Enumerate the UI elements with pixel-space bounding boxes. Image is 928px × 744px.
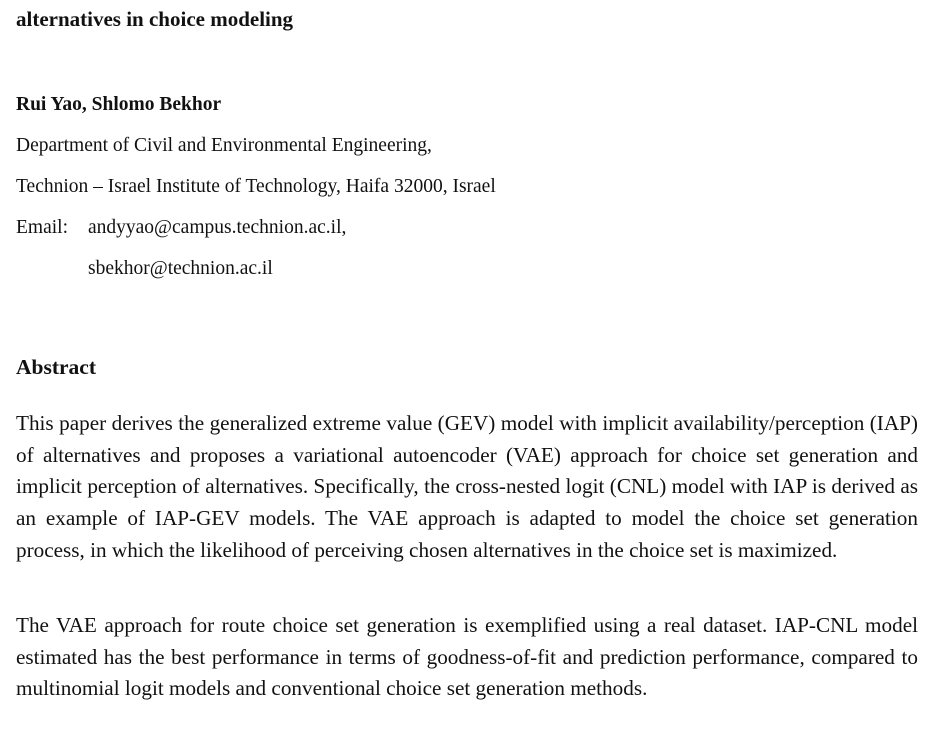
paper-title: alternatives in choice modeling bbox=[16, 7, 294, 31]
abstract-paragraph-2: The VAE approach for route choice set generation is exemplified using a real dataset. IAP-CNL model estimated has the best performance in terms of goodness-of-fit and prediction performance, compared to multinomial logit models and conventional choice set generation methods. bbox=[16, 613, 918, 701]
affiliation-institution: Technion – Israel Institute of Technology, Haifa 32000, Israel bbox=[16, 176, 496, 197]
email-row bbox=[16, 215, 346, 241]
abstract-paragraph-1: This paper derives the generalized extreme value (GEV) model with implicit availability/perception (IAP) of alternatives and proposes a variational autoencoder (VAE) approach for choice set generation and implicit perception of alternatives. Specifically, the cross-nested logit (CNL) model with IAP is derived as an example of IAP-GEV models. The VAE approach is adapted to model the choice set generation process, in which the likelihood of perceiving chosen alternatives in the choice set is maximized. bbox=[16, 411, 918, 562]
email-label: Email: bbox=[16, 217, 68, 238]
abstract-heading: Abstract bbox=[16, 355, 97, 379]
email-address-secondary: sbekhor@technion.ac.il bbox=[88, 258, 273, 279]
affiliation-department: Department of Civil and Environmental Engineering, bbox=[16, 135, 432, 156]
author-names: Rui Yao, Shlomo Bekhor bbox=[16, 94, 222, 115]
email-address-primary: andyyao@campus.technion.ac.il, bbox=[88, 217, 347, 238]
